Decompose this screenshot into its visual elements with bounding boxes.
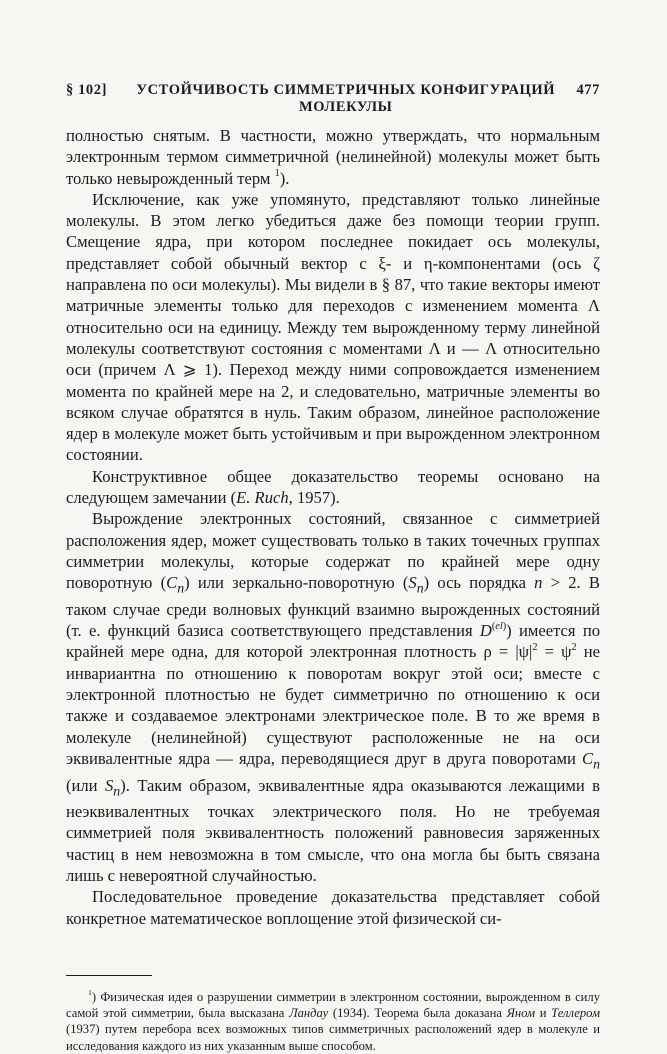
paragraph: полностью снятым. В частности, можно утверждать, что нормальным электронным термом симметричной (нелинейной) молекулы может быть только невырожденный терм $^1$). (66, 126, 600, 188)
footnote-rule (66, 975, 152, 976)
paragraph: Последовательное проведение доказательства представляет собой конкретное математическое воплощение этой физической си- (66, 887, 600, 928)
body-text (66, 125, 600, 929)
section-marker: § 102] (66, 82, 108, 98)
footnote: $^1$) Физическая идея о разрушении симметрии в электронном состоянии, вырожденном в силу самой этой симметрии, была высказана Ландау (1934). Теорема была доказана Яном и Теллером (1937) путем перебора всех возможных типов симметричных расположений ядер в молекуле и исследования каждого из них указанным выше способом. (66, 987, 601, 1053)
paragraph: Вырождение электронных состояний, связанное с симметрией расположения ядер, может существовать только в таких точечных группах симметрии молекулы, которые содержат по крайней мере одну поворотную $(C_n)$ или зеркально-поворотную $(S_n)$ ось порядка n > 2. В таком случае среди волновых функций взаимно вырожденных состояний (т. е. функций базиса соответствующего представления $D^{(el)}$) имеется по крайней мере одна, для которой электронная плотность $\rho = |\psi|^2 = \psi^2$ не инвариантна по отношению к поворотам вокруг этой оси; вместе с электронной плотностью не будет симметрично по отношению к оси также и создаваемое электронами электрическое поле. В то же время в молекуле (нелинейной) существуют расположенные не на оси эквивалентные ядра — ядра, переводящиеся друг в друга поворотами $C_n$ (или $S_n$). Таким образом, эквивалентные ядра оказываются лежащими в неэквивалентных точках электрического поля. Но не требуемая симметрией поля эквивалентность положений равновесия заряженных частиц в нем невозможна в том смысле, что она могла бы быть связана лишь с невероятной случайностью. (66, 509, 600, 886)
paragraph: Исключение, как уже упомянуто, представляют только линейные молекулы. В этом легко убедиться даже без помощи теории групп. Смещение ядра, при котором последнее покидает ось молекулы, представляет собой обычный вектор с ξ- и η-компонентами (ось ζ направлена по оси молекулы). Мы видели в § 87, что такие векторы имеют матричные элементы только для переходов с изменением момента Λ относительно оси на единицу. Между тем вырожденному терму линейной молекулы соответствуют состояния с моментами Λ и — Λ относительно оси (причем Λ ⩾ 1). Переход между ними сопровождается изменением момента по крайней мере на 2, и следовательно, матричные элементы во всяком случае обратятся в нуль. Таким образом, линейное расположение ядер в молекуле может быть устойчивым и при вырожденном электронном состоянии. (66, 189, 600, 465)
paragraph: Конструктивное общее доказательство теоремы основано на следующем замечании (E. Ruch, 1957). (66, 466, 600, 508)
running-header (66, 82, 600, 115)
book-page (66, 82, 600, 1054)
running-title: УСТОЙЧИВОСТЬ СИММЕТРИЧНЫХ КОНФИГУРАЦИЙ МОЛЕКУЛЫ (136, 82, 556, 115)
page-number: 477 (576, 82, 600, 98)
